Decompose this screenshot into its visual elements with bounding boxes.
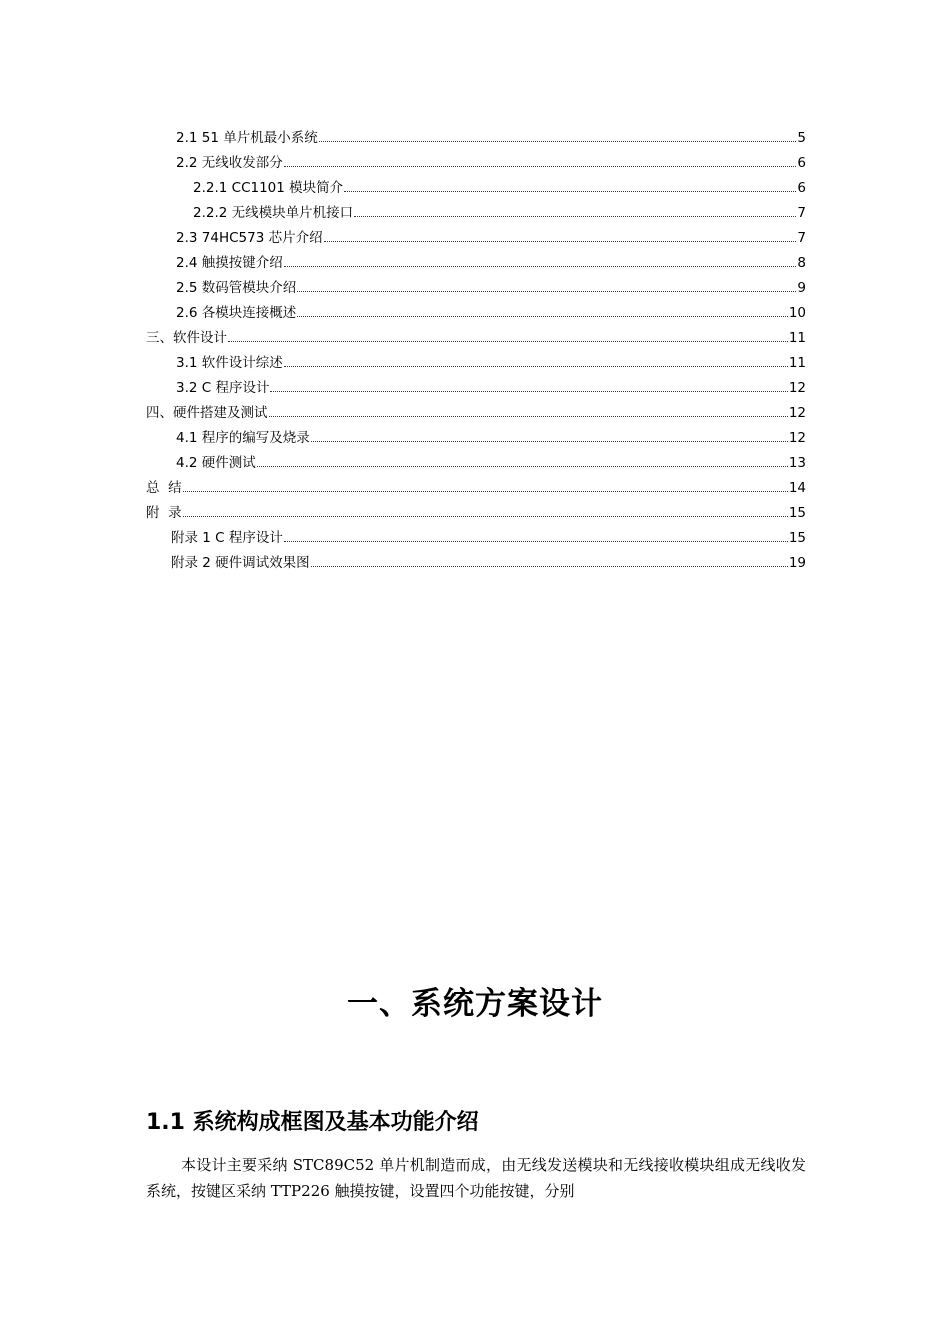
toc-entry-title: 2.1 51 单片机最小系统 — [176, 130, 318, 146]
toc-leader-dots — [324, 241, 797, 242]
toc-entry-page: 12 — [788, 405, 806, 421]
chapter-title: 一、系统方案设计 — [347, 986, 603, 1022]
toc-entry-title: 2.6 各模块连接概述 — [176, 305, 297, 321]
toc-leader-dots — [284, 166, 797, 167]
toc-entry[interactable] — [146, 497, 806, 522]
toc-entry-page: 10 — [788, 305, 806, 321]
toc-entry-page: 14 — [788, 480, 806, 496]
toc-entry[interactable] — [146, 472, 806, 497]
toc-entry[interactable] — [176, 147, 806, 172]
toc-leader-dots — [284, 266, 797, 267]
toc-entry-title: 3.2 C 程序设计 — [176, 380, 270, 396]
toc-entry-title: 附录 2 硬件调试效果图 — [171, 555, 310, 571]
toc-entry[interactable] — [146, 322, 806, 347]
toc-entry[interactable] — [193, 197, 806, 222]
toc-entry-title: 四、硬件搭建及测试 — [146, 405, 268, 421]
toc-leader-dots — [284, 541, 788, 542]
toc-entry-title: 三、软件设计 — [146, 330, 227, 346]
toc-entry-title: 附 录 — [146, 505, 182, 521]
toc-entry-page: 19 — [788, 555, 806, 571]
toc-entry[interactable] — [176, 122, 806, 147]
toc-entry-page: 8 — [797, 255, 806, 271]
toc-entry-page: 5 — [797, 130, 806, 146]
toc-leader-dots — [228, 341, 788, 342]
toc-entry-page: 7 — [797, 205, 806, 221]
toc-entry-title: 2.2.1 CC1101 模块简介 — [193, 180, 344, 196]
toc-entry-page: 6 — [797, 155, 806, 171]
toc-entry-title: 总 结 — [146, 480, 182, 496]
toc-entry[interactable] — [176, 272, 806, 297]
toc-entry-title: 2.5 数码管模块介绍 — [176, 280, 297, 296]
toc-entry[interactable] — [171, 522, 806, 547]
toc-leader-dots — [183, 491, 788, 492]
toc-entry-page: 9 — [797, 280, 806, 296]
toc-entry-title: 4.2 硬件测试 — [176, 455, 256, 471]
toc-entry-title: 2.3 74HC573 芯片介绍 — [176, 230, 323, 246]
toc-entry-page: 11 — [788, 330, 806, 346]
toc-leader-dots — [183, 516, 788, 517]
toc-entry-page: 11 — [788, 355, 806, 371]
toc-entry-title: 2.2 无线收发部分 — [176, 155, 283, 171]
toc-entry-title: 附录 1 C 程序设计 — [171, 530, 283, 546]
toc-entry-page: 6 — [797, 180, 806, 196]
toc-entry-page: 15 — [788, 530, 806, 546]
toc-leader-dots — [297, 316, 788, 317]
toc-entry-title: 2.2.2 无线模块单片机接口 — [193, 205, 354, 221]
toc-entry[interactable] — [176, 297, 806, 322]
toc-leader-dots — [344, 191, 796, 192]
toc-entry[interactable] — [176, 422, 806, 447]
toc-leader-dots — [284, 366, 788, 367]
toc-entry[interactable] — [176, 222, 806, 247]
toc-leader-dots — [297, 291, 796, 292]
toc-leader-dots — [311, 566, 788, 567]
toc-entry[interactable] — [193, 172, 806, 197]
toc-leader-dots — [270, 391, 787, 392]
toc-entry[interactable] — [176, 347, 806, 372]
toc-leader-dots — [319, 141, 797, 142]
toc-entry-page: 12 — [788, 380, 806, 396]
toc-leader-dots — [269, 416, 788, 417]
toc-entry-title: 2.4 触摸按键介绍 — [176, 255, 283, 271]
toc-entry[interactable] — [176, 372, 806, 397]
toc-entry-title: 4.1 程序的编写及烧录 — [176, 430, 310, 446]
toc-entry-page: 15 — [788, 505, 806, 521]
toc-entry[interactable] — [146, 397, 806, 422]
toc-entry-title: 3.1 软件设计综述 — [176, 355, 283, 371]
toc-entry-page: 13 — [788, 455, 806, 471]
toc-entry[interactable] — [176, 247, 806, 272]
section-title: 1.1 系统构成框图及基本功能介绍 — [146, 1110, 479, 1135]
toc-entry-page: 7 — [797, 230, 806, 246]
toc-entry-page: 12 — [788, 430, 806, 446]
body-paragraph: 本设计主要采纳 STC89C52 单片机制造而成，由无线发送模块和无线接收模块组成无线收发系统，按键区采纳 TTP226 触摸按键，设置四个功能按键，分别 — [146, 1156, 806, 1200]
toc-leader-dots — [257, 466, 788, 467]
toc-entry[interactable] — [171, 547, 806, 572]
toc-leader-dots — [311, 441, 788, 442]
toc-entry[interactable] — [176, 447, 806, 472]
toc-leader-dots — [354, 216, 796, 217]
